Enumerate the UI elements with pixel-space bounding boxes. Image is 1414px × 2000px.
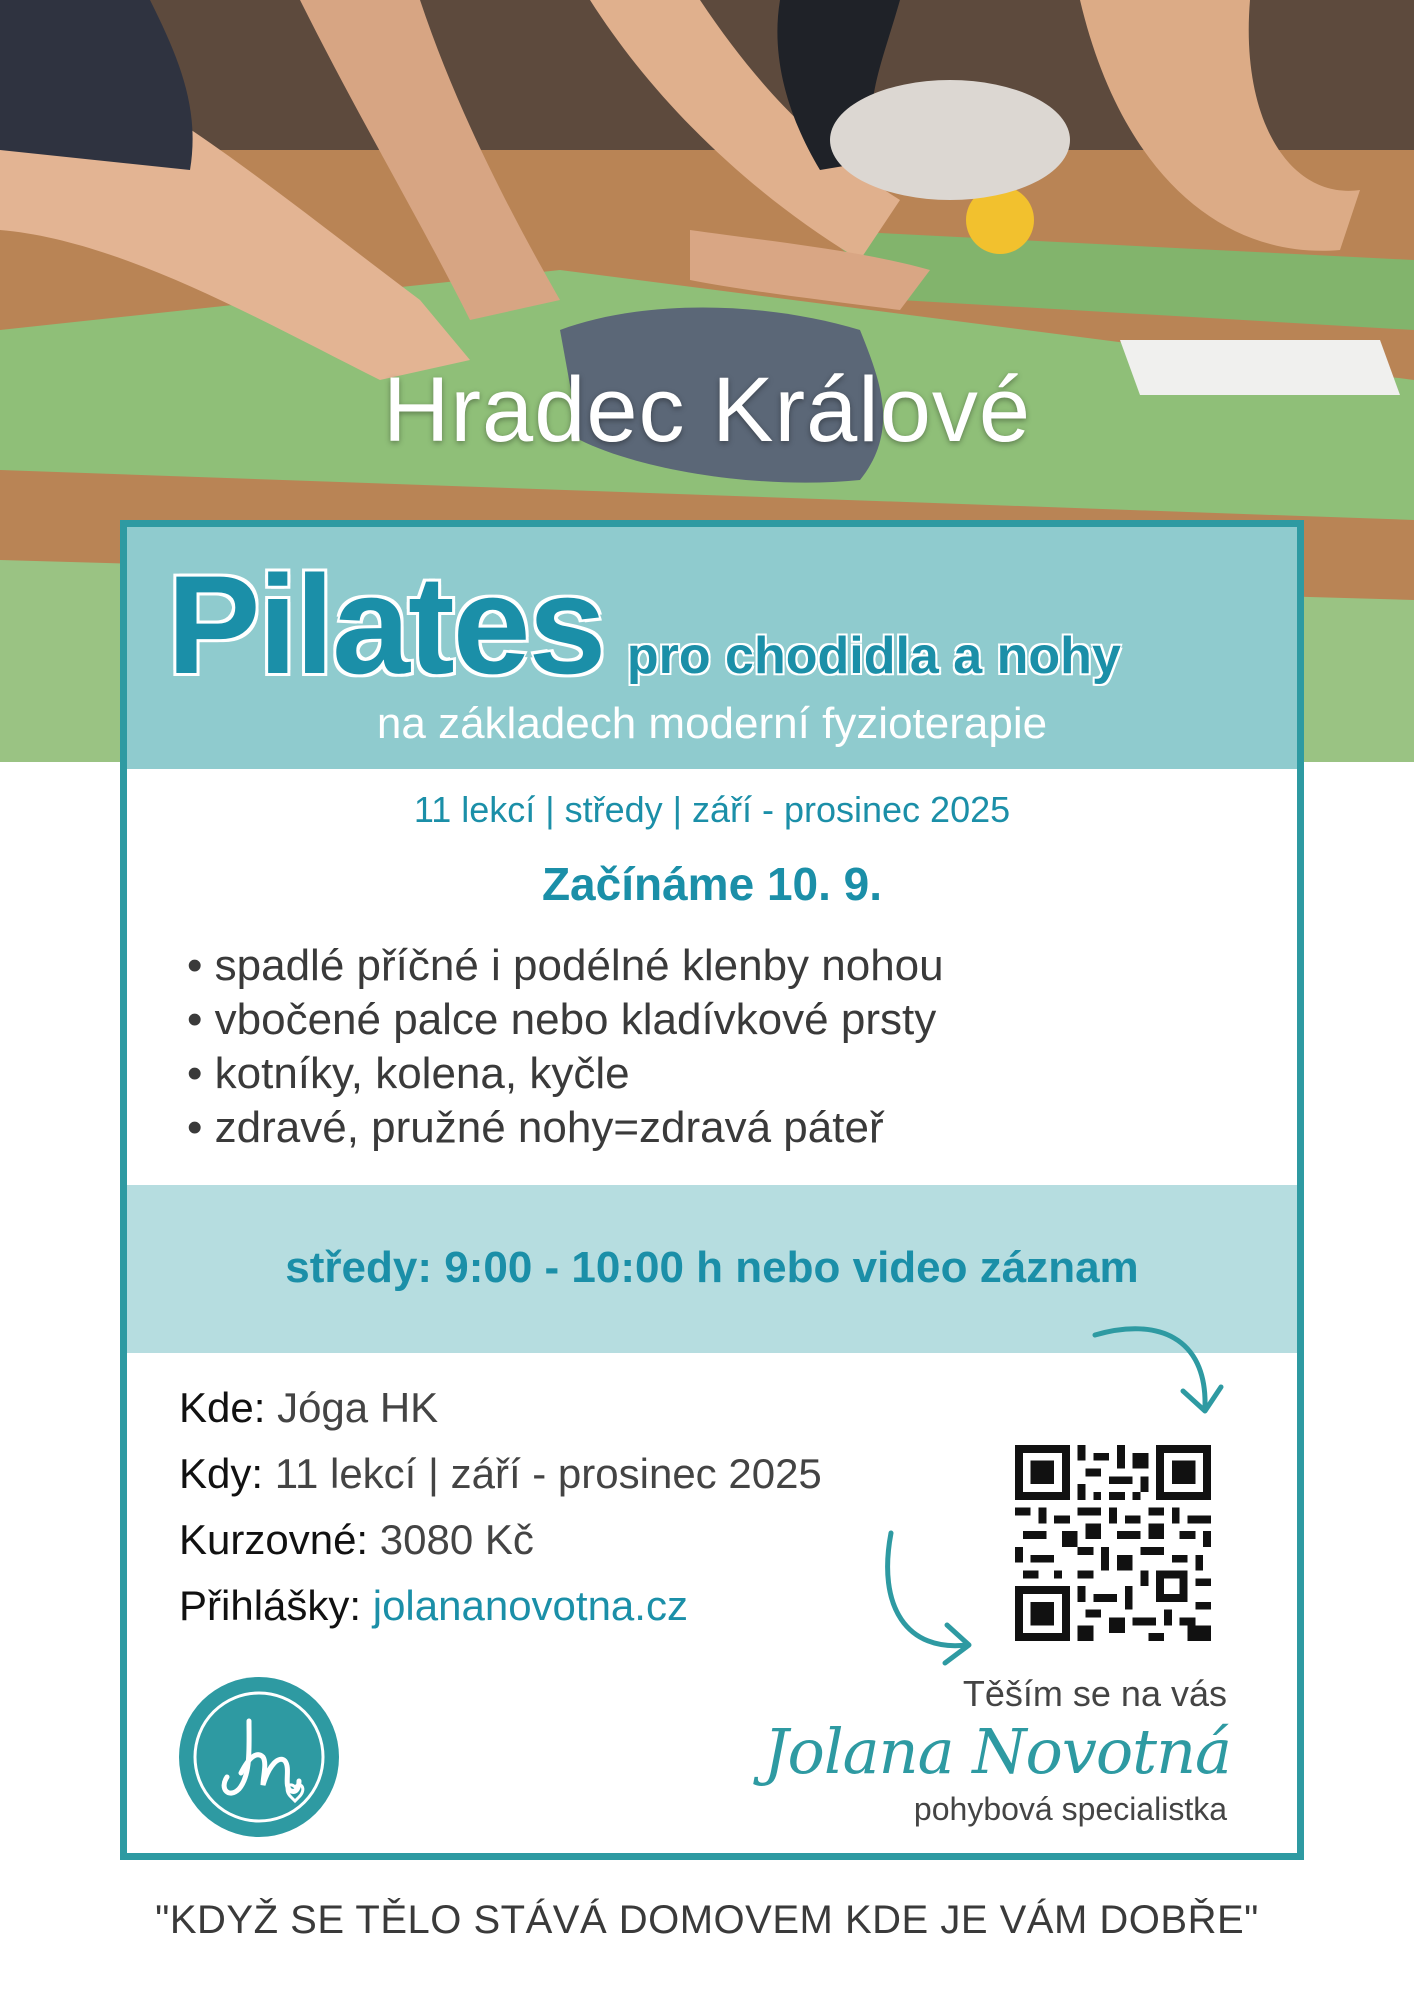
- course-info: [179, 1375, 822, 1639]
- price-value: 3080 Kč: [379, 1516, 534, 1563]
- qr-code-icon[interactable]: [1015, 1445, 1211, 1641]
- list-item: • kotníky, kolena, kyčle: [187, 1047, 944, 1101]
- lessons-line: 11 lekcí | středy | září - prosinec 2025: [413, 789, 1011, 830]
- course-title: Pilates: [167, 546, 605, 703]
- benefits-list: [187, 939, 944, 1155]
- when-value: 11 lekcí | září - prosinec 2025: [274, 1450, 822, 1497]
- curved-arrow-icon: [1087, 1307, 1237, 1437]
- info-signup: [179, 1573, 822, 1639]
- list-item: • vbočené palce nebo kladívkové prsty: [187, 993, 944, 1047]
- jn-monogram-logo: [179, 1677, 339, 1837]
- list-item: • zdravé, pružné nohy=zdravá páteř: [187, 1101, 944, 1155]
- info-where: [179, 1375, 822, 1441]
- course-title-sub: pro chodidla a nohy: [626, 627, 1121, 685]
- title-band: [127, 527, 1297, 769]
- role-text: pohybová specialistka: [913, 1791, 1227, 1827]
- greeting: Těším se na vás: [962, 1673, 1227, 1714]
- course-subtitle: na základech moderní fyzioterapie: [376, 699, 1048, 748]
- course-card: [120, 520, 1304, 1860]
- price-label: Kurzovné:: [179, 1516, 369, 1563]
- info-price: [179, 1507, 822, 1573]
- when-label: Kdy:: [179, 1450, 264, 1497]
- where-label: Kde:: [179, 1384, 266, 1431]
- signup-link[interactable]: jolananovotna.cz: [372, 1582, 688, 1629]
- list-item: • spadlé příčné i podélné klenby nohou: [187, 939, 944, 993]
- motto-quote: "KDYŽ SE TĚLO STÁVÁ DOMOVEM KDE JE VÁM DOBŘE": [155, 1898, 1259, 1942]
- curved-arrow-icon: [877, 1527, 997, 1677]
- city-title: Hradec Králové: [382, 359, 1032, 461]
- signature-name: Jolana Novotná: [763, 1715, 1231, 1788]
- title-row: [167, 546, 1121, 703]
- info-when: [179, 1441, 822, 1507]
- signup-label: Přihlášky:: [179, 1582, 362, 1629]
- start-date: Začínáme 10. 9.: [541, 858, 883, 910]
- schedule-text: středy: 9:00 - 10:00 h nebo video záznam: [285, 1243, 1139, 1292]
- where-value: Jóga HK: [277, 1384, 439, 1431]
